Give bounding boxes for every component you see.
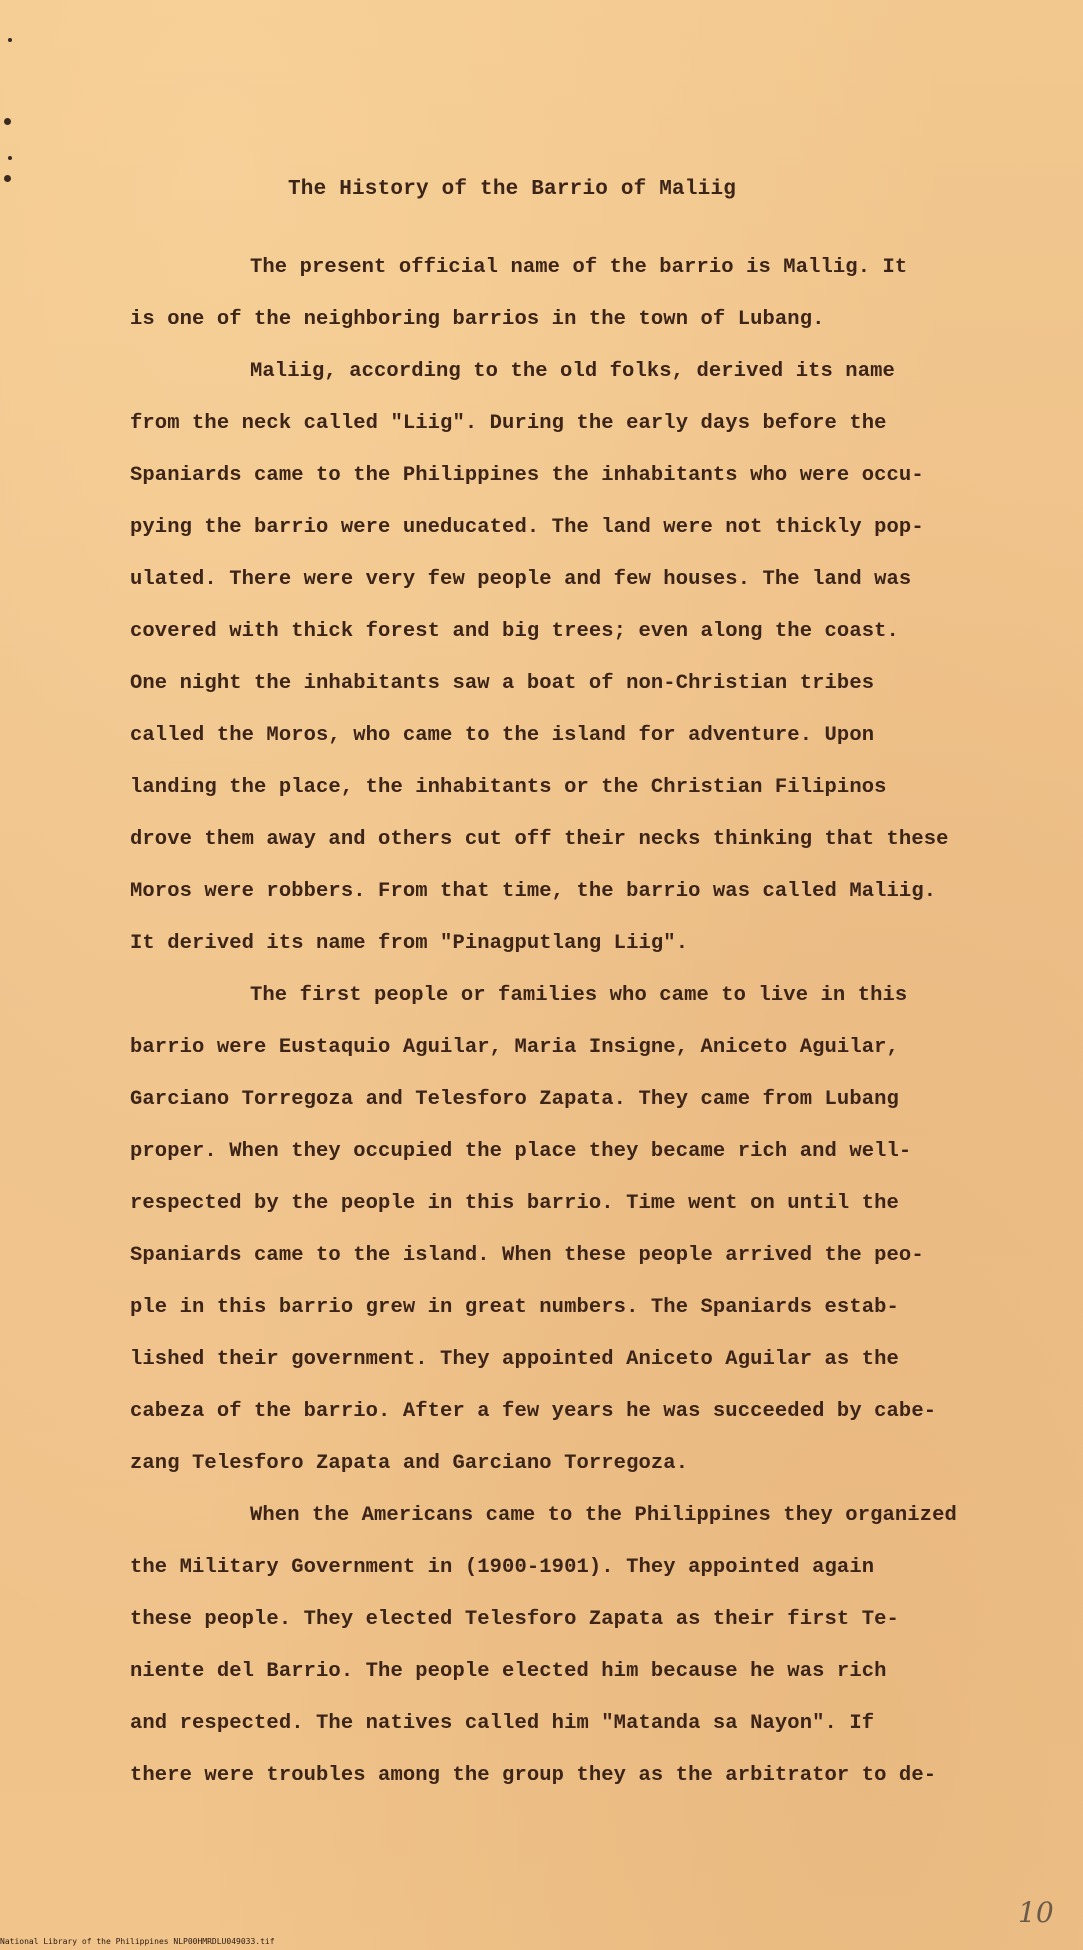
binding-hole-mark [8,38,12,42]
text-line: ulated. There were very few people and few houses. The land was [130,568,912,591]
text-line: and respected. The natives called him "Matanda sa Nayon". If [130,1712,875,1735]
text-line: ple in this barrio grew in great numbers. The Spaniards estab- [130,1296,899,1319]
document-title: The History of the Barrio of Maliig [288,178,737,201]
text-line: It derived its name from "Pinagputlang Liig". [130,932,689,955]
text-line: respected by the people in this barrio. Time went on until the [130,1192,899,1215]
text-line: landing the place, the inhabitants or the Christian Filipinos [130,776,887,799]
text-line: One night the inhabitants saw a boat of non-Christian tribes [130,672,875,695]
text-line: drove them away and others cut off their necks thinking that these [130,828,949,851]
text-line: barrio were Eustaquio Aguilar, Maria Insigne, Aniceto Aguilar, [130,1036,899,1059]
text-line: these people. They elected Telesforo Zapata as their first Te- [130,1608,899,1631]
text-line: Moros were robbers. From that time, the barrio was called Maliig. [130,880,937,903]
text-line: Spaniards came to the island. When these people arrived the peo- [130,1244,924,1267]
binding-hole-mark [8,156,12,160]
text-line: cabeza of the barrio. After a few years he was succeeded by cabe- [130,1400,937,1423]
text-line: The first people or families who came to live in this [250,984,908,1007]
text-line: covered with thick forest and big trees; even along the coast. [130,620,899,643]
text-line: called the Moros, who came to the island for adventure. Upon [130,724,875,747]
text-line: niente del Barrio. The people elected him because he was rich [130,1660,887,1683]
text-line: there were troubles among the group they as the arbitrator to de- [130,1764,937,1787]
text-line: pying the barrio were uneducated. The land were not thickly pop- [130,516,924,539]
binding-hole-mark [4,175,11,182]
text-line: from the neck called "Liig". During the early days before the [130,412,887,435]
text-line: Garciano Torregoza and Telesforo Zapata. They came from Lubang [130,1088,899,1111]
text-line: the Military Government in (1900-1901). They appointed again [130,1556,875,1579]
text-line: proper. When they occupied the place they became rich and well- [130,1140,912,1163]
text-line: lished their government. They appointed Aniceto Aguilar as the [130,1348,899,1371]
text-line: Spaniards came to the Philippines the inhabitants who were occu- [130,464,924,487]
text-line: When the Americans came to the Philippines they organized [250,1504,957,1527]
scan-source-label: National Library of the Philippines NLP00HMRDLU049033.tif [0,1937,275,1946]
page-number: 10 [1018,1896,1054,1929]
binding-hole-mark [4,118,11,125]
text-line: zang Telesforo Zapata and Garciano Torregoza. [130,1452,689,1475]
text-line: The present official name of the barrio is Mallig. It [250,256,908,279]
text-line: is one of the neighboring barrios in the town of Lubang. [130,308,825,331]
text-line: Maliig, according to the old folks, derived its name [250,360,895,383]
